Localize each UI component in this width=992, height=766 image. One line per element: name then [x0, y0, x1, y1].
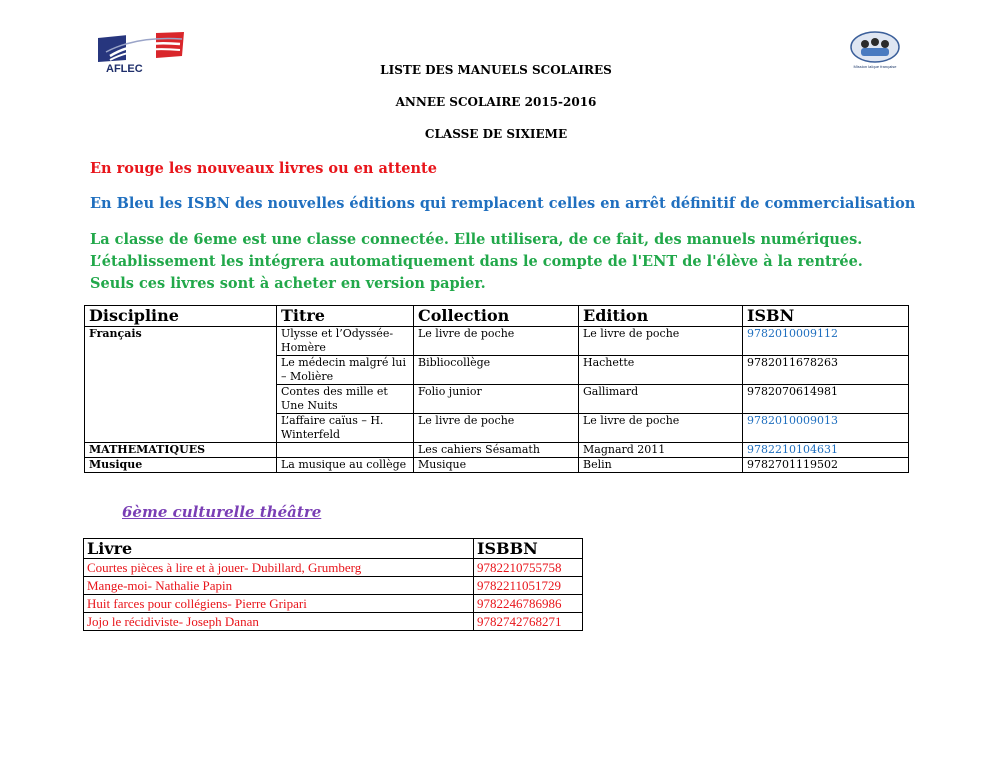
- header-discipline: Discipline: [85, 306, 277, 327]
- header-isbbn: ISBBN: [474, 539, 583, 559]
- table-header-row: [84, 539, 583, 559]
- collection-cell: Le livre de poche: [414, 414, 579, 443]
- aflec-flag-icon: [96, 30, 186, 64]
- table-header-row: [85, 306, 909, 327]
- isbn-cell: 9782010009112: [743, 327, 909, 356]
- mission-laique-caption: Mission laïque française: [853, 64, 897, 69]
- theatre-table: [83, 538, 583, 631]
- note-red: En rouge les nouveaux livres ou en attente: [90, 160, 437, 177]
- isbn-cell: 9782011678263: [743, 356, 909, 385]
- table-row: [85, 443, 909, 458]
- header-isbn: ISBN: [743, 306, 909, 327]
- aflec-logo-text: AFLEC: [106, 63, 143, 75]
- titre-cell: Le médecin malgré lui – Molière: [277, 356, 414, 385]
- isbn-cell: 9782010009013: [743, 414, 909, 443]
- collection-cell: Musique: [414, 458, 579, 473]
- note-green: La classe de 6eme est une classe connectée. Elle utilisera, de ce fait, des manuels numériques. L’établissement les intégrera automatiquement dans le compte de l'ENT de l'élève à la rentrée. Seuls ces livres sont à acheter en version papier.: [90, 231, 863, 292]
- header-livre: Livre: [84, 539, 474, 559]
- table-row: [84, 595, 583, 613]
- titre-cell: La musique au collège: [277, 458, 414, 473]
- edition-cell: Le livre de poche: [579, 414, 743, 443]
- isbn-cell: 9782246786986: [474, 595, 583, 613]
- mission-laique-emblem-icon: [847, 30, 903, 64]
- collection-cell: Folio junior: [414, 385, 579, 414]
- livre-cell: Courtes pièces à lire et à jouer- Dubillard, Grumberg: [84, 559, 474, 577]
- isbn-cell: 9782210104631: [743, 443, 909, 458]
- discipline-cell: Français: [85, 327, 277, 356]
- note-blue: En Bleu les ISBN des nouvelles éditions qui remplacent celles en arrêt définitif de commercialisation: [90, 195, 916, 212]
- collection-cell: Bibliocollège: [414, 356, 579, 385]
- table-row: [85, 356, 909, 385]
- livre-cell: Huit farces pour collégiens- Pierre Gripari: [84, 595, 474, 613]
- manuals-table: [84, 305, 909, 473]
- school-year: ANNEE SCOLAIRE 2015-2016: [395, 95, 597, 109]
- edition-cell: Le livre de poche: [579, 327, 743, 356]
- discipline-cell: [85, 414, 277, 443]
- doc-title: LISTE DES MANUELS SCOLAIRES: [380, 63, 612, 77]
- isbn-cell: 9782210755758: [474, 559, 583, 577]
- titre-cell: Ulysse et l’Odyssée-Homère: [277, 327, 414, 356]
- isbn-cell: 9782701119502: [743, 458, 909, 473]
- section-title: 6ème culturelle théâtre: [122, 503, 322, 521]
- table-row: [85, 327, 909, 356]
- edition-cell: Gallimard: [579, 385, 743, 414]
- discipline-cell: [85, 385, 277, 414]
- table-row: [85, 414, 909, 443]
- titre-cell: L’affaire caïus – H. Winterfeld: [277, 414, 414, 443]
- table-row: [85, 385, 909, 414]
- class-name: CLASSE DE SIXIEME: [424, 127, 568, 141]
- table-row: [84, 559, 583, 577]
- titre-cell: [277, 443, 414, 458]
- table-row: [85, 458, 909, 473]
- collection-cell: Le livre de poche: [414, 327, 579, 356]
- header-edition: Edition: [579, 306, 743, 327]
- collection-cell: Les cahiers Sésamath: [414, 443, 579, 458]
- livre-cell: Jojo le récidiviste- Joseph Danan: [84, 613, 474, 631]
- discipline-cell: MATHEMATIQUES: [85, 443, 277, 458]
- edition-cell: Belin: [579, 458, 743, 473]
- livre-cell: Mange-moi- Nathalie Papin: [84, 577, 474, 595]
- isbn-cell: 9782211051729: [474, 577, 583, 595]
- discipline-cell: [85, 356, 277, 385]
- table-row: [84, 613, 583, 631]
- header-titre: Titre: [277, 306, 414, 327]
- header-collection: Collection: [414, 306, 579, 327]
- discipline-cell: Musique: [85, 458, 277, 473]
- edition-cell: Magnard 2011: [579, 443, 743, 458]
- isbn-cell: 9782070614981: [743, 385, 909, 414]
- edition-cell: Hachette: [579, 356, 743, 385]
- table-row: [84, 577, 583, 595]
- titre-cell: Contes des mille et Une Nuits: [277, 385, 414, 414]
- isbn-cell: 9782742768271: [474, 613, 583, 631]
